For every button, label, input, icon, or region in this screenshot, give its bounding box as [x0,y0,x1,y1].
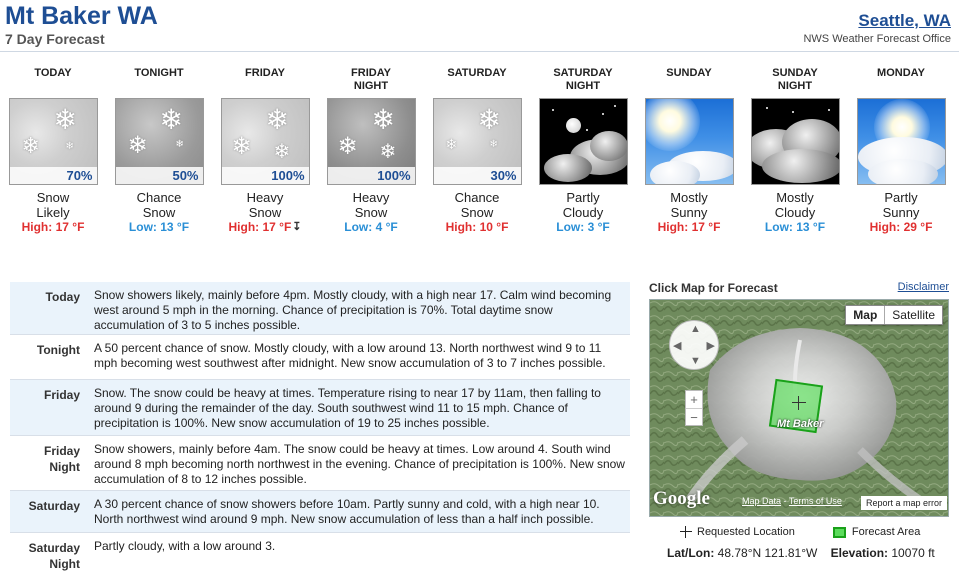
detail-row-saturday [10,491,630,533]
period-desc: Chance Snow [454,190,500,220]
period-desc: Partly Sunny [882,190,920,220]
detailed-forecast [10,282,630,573]
detail-label: Saturday [28,499,80,513]
crosshair-icon [792,396,806,410]
detail-row-friday-night [10,436,630,491]
detail-text: Snow showers likely, mainly before 4pm. Mostly cloudy, with a high near 17. Calm wind becoming west around 5 mph in the morning. Chance of precipitation is 70%. Total daytime snow accumulation of 3 to 5 inches possible. [94,288,612,332]
mostly-cloudy-night-icon [751,98,840,185]
disclaimer-link[interactable]: Disclaimer [897,281,949,293]
precip-percent: 30% [434,167,521,184]
detail-label: Tonight [36,343,80,357]
legend-area: Forecast Area [851,526,921,538]
crosshair-icon [680,526,692,538]
zoom-out-button[interactable]: − [686,408,702,425]
period-name: TONIGHT [134,67,184,79]
google-logo: Google [653,488,710,509]
period-sunday-night[interactable] [742,60,848,235]
detail-row-friday [10,380,630,436]
period-friday[interactable] [212,60,318,235]
precip-percent: 50% [116,167,203,184]
period-name: SATURDAY [447,67,507,79]
period-name: SATURDAY NIGHT [553,67,613,92]
snow-icon: ❄ ❄ ❄ 100% [221,98,310,185]
page-header [0,0,959,52]
satellite-button[interactable]: Satellite [884,306,942,324]
period-temp: High: 29 °F [869,220,933,234]
map-attribution: Map Data - Terms of Use [742,496,842,506]
partly-sunny-icon [857,98,946,185]
period-temp: High: 17 °F↧ [228,220,302,234]
detail-text: A 30 percent chance of snow showers before 10am. Partly sunny and cold, with a high near 10. North northwest wind around 9 mph. New snow accumulation of less than a half inch possible. [94,497,600,526]
period-name: FRIDAY NIGHT [351,67,391,92]
period-desc: Snow Likely [36,190,70,220]
period-sunday[interactable] [636,60,742,235]
precip-percent: 100% [222,167,309,184]
period-temp: High: 17 °F [21,220,85,234]
precip-percent: 70% [10,167,97,184]
pan-control[interactable] [669,320,719,370]
forecast-area-swatch-icon [833,527,846,538]
period-tonight[interactable] [106,60,212,235]
detail-text: Partly cloudy, with a low around 3. [94,539,276,553]
terms-link[interactable]: Terms of Use [788,496,842,506]
detail-row-saturday-night [10,533,630,573]
report-map-error-button[interactable]: Report a map error [861,496,947,510]
map-legend [680,526,920,538]
pan-down-icon[interactable]: ▼ [690,355,701,367]
detail-row-tonight [10,335,630,380]
period-saturday-night[interactable] [530,60,636,235]
period-temp: Low: 3 °F [556,220,610,234]
mostly-sunny-icon [645,98,734,185]
elevation-value: 10070 ft [891,546,935,560]
map-type-toggle [845,305,943,325]
legend-requested: Requested Location [697,526,795,538]
period-temp: Low: 13 °F [128,220,190,234]
period-name: SUNDAY NIGHT [772,67,818,92]
location-info: Lat/Lon: 48.78°N 121.81°W Elevation: 10070 ft [667,546,935,560]
arrow-down-icon[interactable]: ↧ [292,221,302,233]
page-title: Mt Baker WA [5,2,158,30]
period-temp: High: 10 °F [445,220,509,234]
forecast-periods [0,60,959,250]
detail-label: Saturday Night [28,541,80,571]
area-label: Mt Baker [777,418,824,430]
period-name: SUNDAY [666,67,712,79]
latlon-value: 48.78°N 121.81°W [717,546,818,560]
detail-label: Friday [43,388,80,402]
period-name: TODAY [34,67,72,79]
map-button[interactable]: Map [853,308,878,322]
period-monday[interactable] [848,60,954,235]
pan-up-icon[interactable]: ▲ [690,323,701,335]
snow-icon: ❄ ❄ ❄ 100% [327,98,416,185]
period-temp: Low: 13 °F [764,220,826,234]
office-name: NWS Weather Forecast Office [803,33,951,45]
period-temp: High: 17 °F [657,220,721,234]
zoom-in-button[interactable]: + [690,392,698,407]
map-data-link[interactable]: Map Data [742,496,782,506]
snow-icon: ❄ ❄ ❄ 70% [9,98,98,185]
period-friday-night[interactable] [318,60,424,235]
period-desc: Mostly Sunny [670,190,708,220]
period-temp: Low: 4 °F [344,220,398,234]
period-desc: Partly Cloudy [562,190,604,220]
period-desc: Chance Snow [136,190,182,220]
detail-label: Friday Night [43,444,80,474]
detail-text: Snow showers, mainly before 4am. The snow could be heavy at times. Low around 4. South wind around 8 mph becoming north northwest in the evening. Chance of precipitation is 100%. New snow accumulation of 8 to 12 inches possible. [94,442,625,486]
period-today[interactable] [0,60,106,235]
detail-text: A 50 percent chance of snow. Mostly cloudy, with a low around 13. North northwest wind 9 to 11 mph becoming west southwest after midnight. New snow accumulation of 3 to 7 inches possible. [94,341,606,370]
snow-icon: ❄ ❄ ❄ 30% [433,98,522,185]
pan-right-icon[interactable]: ▶ [706,340,715,352]
pan-left-icon[interactable]: ◀ [673,340,682,352]
zoom-control [685,390,703,426]
period-desc: Heavy Snow [246,190,284,220]
period-saturday[interactable] [424,60,530,235]
forecast-map[interactable] [649,299,949,517]
period-name: MONDAY [877,67,925,79]
period-desc: Heavy Snow [352,190,390,220]
precip-percent: 100% [328,167,415,184]
period-desc: Mostly Cloudy [774,190,816,220]
page-subtitle: 7 Day Forecast [5,31,105,47]
snow-icon: ❄ ❄ ❄ 50% [115,98,204,185]
map-header: Click Map for Forecast [649,281,778,295]
detail-text: Snow. The snow could be heavy at times. Temperature rising to near 17 by 11am, then falling to around 9 during the remainder of the day. South southwest wind 11 to 15 mph. Chance of precipitation is 100%. New snow accumulation of 19 to 25 inches possible. [94,386,601,430]
office-link[interactable]: Seattle, WA [858,11,951,30]
period-name: FRIDAY [245,67,285,79]
partly-cloudy-night-icon [539,98,628,185]
detail-label: Today [45,290,80,304]
detail-row-today [10,282,630,335]
